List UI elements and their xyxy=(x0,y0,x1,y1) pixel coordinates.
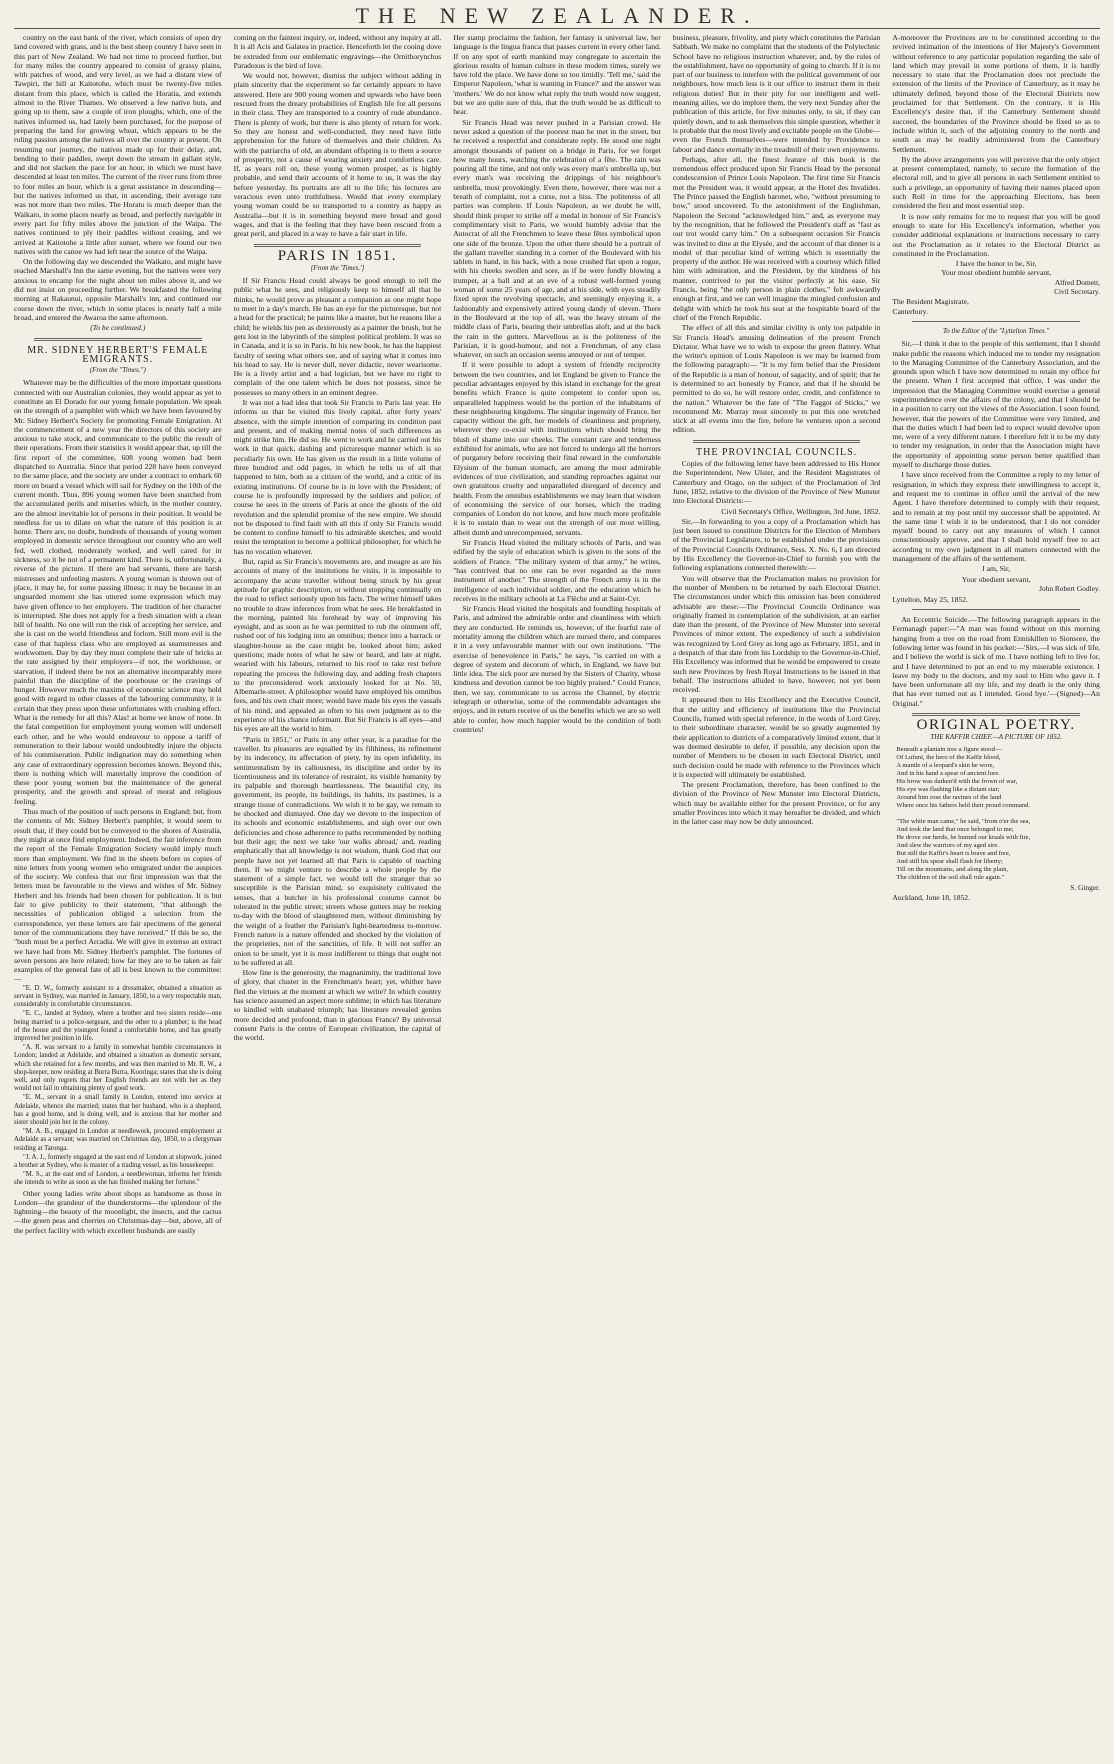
poem-line: He drove our herds, he burned our kraals with fire, xyxy=(896,833,1031,841)
article-paragraph: But, rapid as Sir Francis's movements are, and meagre as are his accounts of many of the institutions he visits, it is impossible to accompany the acute traveller without being struck by his great aptitude for graphic description, or without stopping continually on the road to reflect seriously upon his facts. The writer himself takes no trouble to draw inferences from what he sees. He breakfasted in the morning, painted his forehead by way of improving his eyesight, and as soon as he was permitted to rub the ointment off, rushed out of his lodging into an omnibus; thence into a barrack or slaughter-house as the case might be, looked about him; asked questions; made notes of what he saw or heard, and late at night, wearied with his labours, returned to his roof to take rest before repeating the process the following day, and adding fresh chapters to the preconsidered work anxiously looked for at No. 50, Albemarle-street. A philosopher would have employed his omnibus fees, and his own chair more; would have made his eyes the vassals of his mind, and appealed as often to his own judgment as to the experience of his chance informant. But Sir Francis is all eyes—and his eyes are all the world to him. xyxy=(233,557,442,734)
case-item: "E. C., landed at Sydney, where a brother and two sisters reside—one being married to a police-sergeant, and the other to a plumber; is the head of the house and the youngest found a comfortable home, and has greatly improved her position in life. xyxy=(14,1010,222,1042)
case-item: "M. A. B., engaged in London at needlework, procured employment at Adelaide as a servant; was married on Christmas day, 1850, to a clergyman residing at Taronga. xyxy=(14,1128,222,1152)
poem-line: But still the Kaffir's heart is brave and free, xyxy=(896,849,1011,857)
letter-closing: Your obedient servant, xyxy=(961,574,1031,584)
case-item: "E. D. W., formerly assistant to a dressmaker, obtained a situation as servant in Sydney, was married in January, 1850, to a very respectable man, considerably in comfortable circumstances. xyxy=(14,984,222,1009)
divider xyxy=(254,244,422,247)
article-paragraph: On the following day we descended the Waikato, and might have reached Marshall's Inn the same evening, but the natives were very anxious to encamp for the night about ten miles above it, and we did not insist on proceeding further. We breakfasted the following morning at Rakaunui, opposite Marshall's inn, and continued our course down the river, which in some places is nearly half a mile broad, and entered the Awaroa the same afternoon. xyxy=(14,257,222,322)
poem-line: A mantle of a leopard's skin he wore, xyxy=(896,761,995,769)
article-paragraph: If Sir Francis Head could always be good enough to tell the public what he sees, and religiously keep to himself all that he thinks, he would prove as pleasant a companion as one might hope to meet in a day's march. He has an eye for the picturesque, but not a head for the practical; he paints like a master, but he reasons like a child; he wields his pen as dexterously as a painter the brush, but he gets lost in the labyrinth of the simplest political problem. It was so in Canada, and it is so in Paris. In his new book, he has the happiest faculty of seeing what others see, and of saying what it comes into his head to say. He is never dull, never didactic, never wearisome. He is a lively artist and a bad logician, but we have no right to complain of the one talent which he does not possess, since he possesses so many others in an eminent degree. xyxy=(233,276,442,397)
article-heading: THE PROVINCIAL COUNCILS. xyxy=(696,446,858,458)
poem-line: His brow was darken'd with the frown of war, xyxy=(896,777,1018,785)
article-paragraph: Sir Francis Head visited the military schools of Paris, and was edified by the style of education which is given to the sons of the soldiers of France. "The military system of that army," he writes, "has contrived that no one can be ever regarded as the mere instrument of another." The strength of the French army is in the intelligence of each individual soldier, and the education which he receives in the military schools at La Flèche and at Saint-Cyr. xyxy=(453,538,661,603)
letter-paragraph: The present Proclamation, therefore, has been confined to the division of the Province of New Munster into Electoral Districts, which may be available either for the present Province, or for any smaller Provinces into which it may hereafter be divided, and which in the latter case may now be duly announced. xyxy=(672,780,881,827)
poem-line: Where once his fathers held their proud command. xyxy=(896,801,1031,809)
case-item: "J. A. J., formerly engaged at the east end of London at slopwork, joined a brother at Sydney, who is master of a trading vessel, as his housekeeper. xyxy=(14,1153,222,1169)
divider xyxy=(693,440,861,443)
divider xyxy=(912,609,1080,610)
letter-closing: I have the honor to be, Sir, Your most obedient humble servant, xyxy=(941,259,1052,278)
column-4 xyxy=(673,33,881,1761)
column-5 xyxy=(892,33,1100,1761)
poem-line xyxy=(896,810,1096,818)
letter-signature: Alfred Domett, Civil Secretary. xyxy=(1054,277,1100,296)
letter-paragraph: It appeared then to His Excellency and the Executive Council, that the utility and efficiency of institutions like the Provincial Councils, framed with special reference, in the words of Lord Grey, to their subordinate character, would be so greatly augmented by their application to districts of a comparatively limited extent, that it was deemed desirable to defer, if possible, any decision upon the number of Members to be chosen in each Electoral District, until such decision could be made with reference to the Provinces which it is expected will ultimately be established. xyxy=(672,695,881,779)
article-paragraph: We would not, however, dismiss the subject without adding in plain sincerity that the experiment so far certainly appears to have answered. Here are 900 young women and upwards who have been rescued from the dreary probabilities of English life for all persons in their class. They are transported to a country of rude abundance. There is plenty of work, but there is also plenty of return for work. So they are honest and well-conducted, they need have little apprehension for the future of themselves and their children. As with the patriarchs of old, an abundant offspring is to them a source of prosperity, not a cause of wearing anxiety and comfortless care. If, as years roll on, these young women prosper, as is highly probable, and send their accounts of it home to us, it was the day before yesterday. Its portraits are all to the life; his lectures are veracious even unto truthfulness. Would that every exemplary young woman could be so transported to a country as happy as Australia—but it is in something beyond mere bread and good wages, and that is the feeling that they have been rescued from a great peril, and placed in a way to have a fair start in life. xyxy=(233,71,442,239)
article-paragraph: Copies of the following letter have been addressed to His Honor the Superintendent, New Ulster, and the Resident Magistrates of Canterbury and Otago, on the subject of the Proclamation of 3rd June, 1852, relative to the division of the Province of New Munster into Electoral Districts:— xyxy=(672,459,881,506)
article-paragraph: country on the east bank of the river, which consists of open dry land covered with grass, and is the best sheep country I have seen in this part of New Zealand. We had not time to proceed further, but for many miles the country appeared to consist of grassy plains, with patches of wood, and very level, as we had a distant view of Tawpiri, the hill at Kaitotohe, which must be twenty-five miles distant from this place, which is called the Horatia, and extends almost to the River Thames. We observed a few native huts, and going up to them, saw a couple of iron ploughs, which, one of the natives informed us, had lately been purchased, for the purpose of preparing the land for growing wheat, which appears to be the ruling passion among the natives all over the country at present. On resuming our journey, the natives made up for their delay, and, bending to their paddles, swept down the stream in gallant style, and did not slacken the pace for an hour, in which we must have descended at least ten miles. The current of the river runs from three to four miles an hour, which is a great assistance in descending—but the natives informed us that, in ascending, their average rate was not more than two miles. The Horatu is much deeper than the Waikato, in some places nearly as broad, and perfectly navigable in every part for fifty miles above the junction of the Waipa. The natives continued to ply their paddles without ceasing, and we arrived at Kaitotohe a little after sunset, where we found our two natives with the canoe we had left near the source of the Waipa. xyxy=(14,33,222,256)
case-item: "M. S., at the east end of London, a needlewoman, informs her friends she intends to write as soon as she has finished making her fortune." xyxy=(14,1171,222,1187)
news-extract: An Eccentric Suicide.—The following paragraph appears in the Fermanagh paper:—"A man was found without on this morning hanging from a tree on the road from Enniskillen to Sionsore, the following letter was found in his pocket:—'Sirs,—I was sick of life, and I believe the world is sick of me. I have nothing left to live for, and I have determined to put an end to my miserable existence. I leave my body to the doctors, and my soul to Him who gave it. I have been unfortunate all my life, and my death is the only thing that has ever turned out as I intended. Good bye.'—(Signed)—An Original." xyxy=(892,615,1100,708)
letter-paragraph: It is now only remains for me to request that you will be good enough to state for His Excellency's information, whether you consider additional explanations or instructions necessary to carry out the Proclamation as it relates to the Electoral District as constituted in the Proclamation. xyxy=(892,211,1100,258)
article-heading: MR. SIDNEY HERBERT'S FEMALE EMIGRANTS. xyxy=(27,344,209,365)
article-paragraph: Sir Francis Head was never pushed in a Parisian crowd. He never asked a question of the poorest man he met in the street, but he received a respectful and considerate reply. He stood one night amongst thousands of patient on a bridge in Paris, for we forget how many hours, watching the celebration of a fête. The rain was pouring all the time, and not only was every man's umbrella up, but every man's was receiving the drippings of his neighbour's umbrella, most provokingly. Even there, however, there was not a breath of complaint, not a curse, not a hiss. The politeness of all parties was complete. If Louis Napoleon, as we doubt he will, should think proper to strike off a medal in honour of Sir Francis's complimentary visit to Paris, we would humbly advise that the Autocrat of all the Frenchmen to leave these fêtes symbolical upon one side of the bronze. Upon the other there should be a portrait of the gallant traveller standing in a corner of the Boulevard with his tablets in hand, in his back, with a nose crushed flat upon a rogue, with his cheeks swollen and sore, as if he were fondly blowing a trumpet, at a ball and at an eve of a robust well-formed young woman of some 25 years of age, and at his side, with eyes steadily fixed upon the revolving spectacle, and seemingly enjoying it, a fashionably and expensively attired young dandy of eleven. There in the Boulevard at the top of all, was the heavy stream of the middle class of Paris, bearing their umbrellas aloft, and at the back the rain in the gutters. Marvellous as is the politeness of the Parisian, it is good-humour, and not a Frenchman, of any class whatever, on such an occasion seems annoyed or out of temper. xyxy=(453,117,661,360)
letter-paragraph: Sir,—I think it due to the people of this settlement, that I should make public the reasons which induced me to tender my resignation to the Managing Committee of the Canterbury Association, and the grounds upon which I have now determined to retain my office for the present. When I first accepted that office, I was under the impression that the Managing Committee would exercise a general superintendence over the affairs of the colony, and that I should be in a position to carry out the views of the Association. I soon found, however, that the powers of the Committee were very limited, and that the duties which I had been led to expect would devolve upon me, were of a very different nature. I therefore felt it to be my duty to tender my resignation, in order that the Association might have the opportunity of appointing some person better qualified than myself to discharge those duties. xyxy=(892,339,1100,470)
poem-line: And slew the warriors of my aged sire. xyxy=(896,841,999,849)
article-paragraph: How fine is the generosity, the magnanimity, the traditional love of glory, that cluster in the Frenchman's heart; yet, whither have fled the virtues at the moment at which we write? In which country has science assumed an aspect more sublime; in which has literature so kindled with unabated triumph; has literature revealed genius more decided and profound, than in glorious France? By universal consent Paris is the centre of European civilization, the capital of the world. xyxy=(233,968,442,1043)
article-paragraph: The effect of all this and similar civility is only too palpable in Sir Francis Head's amusing delineation of the present French Dictator. What have we to wish to expose the green flattery. What the writer's opinion of Louis Napoleon is we may be learned from the following paragraph:— "It is my firm belief that the President of the Republic is a man of honour, of sagacity, and of spirit; that he is determined to act honestly by France, and that if he should be permitted to do so, he will restore order, credit, and confidence to the nation." Whatever be the fate of "The Faggot of Sticks," we recommend Mr. Murray most sincerely to put this one wretched stick at all events into the fire, before he ventures upon a second edition. xyxy=(672,323,881,435)
letter-paragraph: You will observe that the Proclamation makes no provision for the number of Members to be returned by each Electoral District. The circumstances under which this omission has been considered advisable are these:—The Provincial Councils Ordinance was originally framed in contemplation of the subdivision, at an earlier date than the present, of the Province of New Munster into several Provinces of minor extent. The expediency of such a subdivision was recognized by Lord Grey as long ago as February, 1851, and in a despatch of that date from his Lordship to the Governor-in-Chief, His Excellency was informed that he would be empowered to create such new Provinces by fresh Royal Instructions to be issued in that behalf. The instructions alluded to have, however, not yet been received. xyxy=(672,573,881,695)
article-paragraph: Whatever may be the difficulties of the more important questions connected with our Australian colonies, they would appear as yet to constitute an El Dorado for our young female population. We speak on the strength of a pamphlet with which we have been favoured by Mr. Sidney Herbert's Society for promoting Female Emigration. At the commencement of a new year the directors of this society are anxious to take stock, and communicate to the public the result of their operations. From their statistics it would appear that, up till the first report of the committee, 608 young women had been dispatched to Australia. Since that period 228 have been conveyed to the same place, and the society are under a contract to embark 60 more on board a vessel which will sail for Sydney on the 10th of the current month. Thus, 896 young women have been snatched from the accumulated perils and miseries which, in the mother country, are the almost inevitable lot of persons in their position. It would be needless for us to dilate on what the nature of this position is at home. There are, no doubt, hundreds of thousands of young women employed in domestic service throughout our country who are well fed, well clothed, moderately worked, and well cared for in sickness, so it be not of a permanent kind. There is, unfortunately, a reverse of the picture. If there are bad servants, there are harsh mistresses and unfeeling masters. A young woman is thrown out of place, it may be, for some passing illness; it may be because in an unguarded moment she has uttered some expression which may have given offence to her employers. The tradition of her character is interrupted. She does not apply for a fresh situation with a clean bill of health. No one will run the risk of accepting her service, and she is cast on the world friendless and forlorn. Still more evil is the case of that hapless class who are employed as seamstresses and workwomen. Day by day they must complete their tale of bricks at the rate assigned by their employers—if not, the workhouse, or starvation, if indeed there be not an alternative incomparably more painful than the discipline of the poorhouse or the cravings of hunger. However much the maxims of economic science may hold good with regard to other classes of the labouring community, it is certain that they press upon these unfortunates with crushing effect. What is the remedy for all this? Alas! at home we know of none. In the fatal competition for employment young women will undersell each other, and he who would endeavour to oppose a tariff of remuneration to their labour would undoubtedly injure the objects of his commiseration. Public indignation may do something when any case of extraordinary oppression becomes known. Beyond this, there is nothing which will materially improve the condition of these poor young women but the maintenance of the general prosperity, and the growth and spread of moral and religious feeling. xyxy=(14,378,222,806)
divider xyxy=(912,713,1080,716)
letter-signature: John Robert Godley. xyxy=(1039,583,1100,593)
article-paragraph: business, pleasure, frivolity, and piety which constitutes the Parisian Sabbath. We make no complaint that the students of the Polytechnic School have no religious instruction whatever, and, by the rules of the establishment, have no opportunity of going to church. If it is no part of our business to interfere with the political government of our neighbours, how much less is it our office to instruct them in their religious duties! But in their pity for our intelligent and well-meaning ailies, we do implore them, the very next Sunday after the publication of this article, for five minutes only, to sit, if they can quietly down, and to ask themselves this simple question, whether it is probable that the most lively and excitable people on the Globe—even the French themselves—were intended by Providence to labour and dance eternally in the treadmill of their own enjoyments. xyxy=(672,33,881,154)
poem-line: Beneath a plantain tree a figure stood— xyxy=(896,745,1002,753)
columns xyxy=(14,33,1100,1761)
case-list xyxy=(14,985,222,1188)
poem-line: And in his hand a spear of ancient lore. xyxy=(896,769,1000,777)
article-paragraph: "Paris in 1851," or Paris in any other year, is a paradise for the traveller. Its pleasures are equalled by its filthiness, its refinement by its indecency, its affectation of piety, by its open infidelity, its sentimentalism by its callousness, its discipline and order by its licentiousness and its tolerance of restraint, its visible humanity by its palpable and thorough heartlessness. The beautiful city, its government, its people, its buildings, its habits, its pastimes, is a strange tissue of contradictions. We wish it to be gay, we remain to be shocked and dismayed. One day we devote to the inspection of its schools and economic establishments, and sigh over our own deficiencies and chose adherence to paths recommended by nothing but their age; the next we take 'our walks abroad,' and, reading emphatically that all knowledge is not wisdom, thank God that our people have not yet learned all that Paris is capable of teaching them. If we might venture to describe a whole people by the statement of a simple fact, we would tell the stranger that so susceptible is the Parisian mind, so exquisitely cultivated the senses, that a butcher in his professional costume cannot be tolerated in the public street; streets whose gutters may be reeking to-day with the blood of slaughtered men, without diminishing by the weight of a feather the Parisian's light-heartedness to-morrow. French nature is a nature offended and shocked by the violation of the proprieties, not of the sanctities, of life. It will not suffer an onion to be smelt, yet it is most indifferent to things that ought not to be suffered at all. xyxy=(233,734,442,967)
letter-heading: To the Editor of the "Lyttelton Times." xyxy=(943,326,1050,335)
to-be-continued: (To be continued.) xyxy=(90,323,146,333)
article-paragraph: If it were possible to adopt a system of friendly reciprocity between the two countries, and let England be given to France the peculiar advantages enjoyed by this island in exchange for the great benefits which France is quite competent to confer upon us, unparalleled happiness would be the portion of the inhabitants of these neighbouring kingdoms. The singular ingenuity of France, her capacity without the gift, her models of cleanliness and propriety, wherever they co-exist with institutions which should bring the blush of shame into our cheeks. The constant care and tenderness exhibited for animals, who are not forced to undergo all the horrors of purgatory before receiving their final reward in the comfortable Elysium of the human stomach, are among the most admirable evidences of true civilization, and standing reproaches against our own gratuitous cruelty and unparalleled disregard of decency and health. From the omnibus establishments we may learn that wisdom of economising the service of our horses, which the trading companies of London do not know, and how much more profitable it is to sustain than to wear out the strength of our most willing, albeit dumb and unrecompensed, servants. xyxy=(453,360,661,537)
poem xyxy=(896,746,1096,882)
divider xyxy=(912,321,1080,322)
article-source: (From the "Times.") xyxy=(89,366,146,375)
article-paragraph: Sir Francis Head visited the hospitals and foundling hospitals of Paris, and admired the admirable order and cleanliness with which they are conducted. He reminds us, however, of the fearful rate of mortality among the children which are nursed there, and compares it in a very unfavourable manner with our own institutions. "The exercise of benevolence in Paris," he says, "is carried on with a degree of system and decorum of which, in England, we have but little idea. The sick poor are nursed by the Sisters of Charity, whose kindness and devotion cannot be too highly praised." Could France, then, we say, communicate to us across the Channel, by electric telegraph or otherwise, some of the commendable advantages she enjoys, and in return receive of us the benefits which we are so well able to confer, how much happier would be the condition of both countries! xyxy=(453,604,661,734)
letter-paragraph: Sir,—In forwarding to you a copy of a Proclamation which has just been issued to constitute Districts for the Election of Members of the Provincial Legislature, to be established under the provisions of the Provincial Councils Ordinance, Sess. X. No. 6, I am directed by His Excellency the Governor-in-Chief to furnish you with the following explanations connected therewith:— xyxy=(672,516,881,573)
masthead: THE NEW ZEALANDER. xyxy=(14,4,1100,29)
divider xyxy=(34,338,202,341)
section-heading: ORIGINAL POETRY. xyxy=(916,716,1076,733)
column-3 xyxy=(453,33,661,1761)
article-paragraph: Thus much of the position of such persons in England; but, from the contents of Mr. Sidney Herbert's pamphlet, it would seem to result that, if they could but be conveyed to the shores of Australia, they might at once find employment. Indeed, the fair inference from the report of the Female Emigration Society would imply much more than employment. We find in the sheets before us copies of nine letters from young women who emigrated under the auspices of the society. We confess that our first impression was that the letters must be favourable to the views and wishes of Mr. Sidney Herbert and his friends had been chosen for publication. It is but fair to give publicity to their statement, "that although the necessities of publication obliged a selection from the correspondence, yet these letters are fair specimens of the general tenor of the communications they have received." If this be so, the "bush must be a perfect Arcadia. We will give in extenso an extract we have had from Mr. Sidney Herbert's pamphlet. The fortunes of seven persons are here related; how far they are to be taken as fair examples of the general fate of all is best known to the committee:— xyxy=(14,807,222,984)
article-paragraph: Perhaps, after all, the finest feature of this book is the tremendous effect produced upon Sir Francis Head by the personal condescension of Prince Louis Napoleon. The first time Sir Francis met the President was, it would appear, at the Hotel des Invalides. The Prince passed the English baronet, who, "without presuming to bow," stood uncovered. To the astonishment of the Englishman, Napoleon the Second "acknowledged him," and, as everyone may by the recognition, that he followed the President's staff as "fast as our trot would carry him." On a subsequent occasion Sir Francis was invited to dine at the Elysée, and the account of that dinner is a model of that peculiar kind of writing which is essentially the property of the author. He was received with a courtesy which filled him with admiration, and the President, by the kindness of his manner, contrived to put the visitor perfectly at his ease. Sir Francis, being "the only person in plain clothes," felt awkwardly enough at first, and we can well imagine the mingled confusion and delight with which he took his seat at the hospitable board of the chief of the French Republic. xyxy=(672,154,881,322)
letter-paragraph: By the above arrangements you will perceive that the only object at present contemplated, namely, to secure the formation of the electoral roll, and to give all persons in each Settlement entitled to such a privilege, an opportunity of having their names placed upon such Roll in time for the approaching Elections, has been considered the first and most essential step. xyxy=(892,154,1100,211)
poem-line: "The white man came," he said, "from o'er the sea, xyxy=(896,817,1031,825)
poem-line: And took the land that once belonged to me; xyxy=(896,825,1014,833)
poem-line: And still his spear shall flash for liberty; xyxy=(896,857,1003,865)
article-paragraph: Other young ladies write about shops as handsome as those in London—the grandeur of the thunderstorms—the splendour of the lightning—the beauty of the moonlight, the insects, and the cactus—the green peas and cherries on Christmas-day—but, above, all of the perfect facility with which excellent husbands are easily xyxy=(14,1188,222,1235)
column-1 xyxy=(14,33,222,1761)
article-source: [From the 'Times.'] xyxy=(310,263,365,272)
article-heading: PARIS IN 1851. xyxy=(277,247,397,264)
poem-line: His eye was flashing like a distant star; xyxy=(896,785,1000,793)
poem-line: Till on the mountains, and along the plain, xyxy=(896,865,1009,873)
poem-title: THE KAFFIR CHIEF.—A PICTURE OF 1852. xyxy=(930,733,1063,742)
article-paragraph: It was not a bad idea that took Sir Francis to Paris last year. He informs us that he visited this lively capital, after forty years' absence, with the simple intention of comparing its condition past and present, and of making mental notes of such differences as might strike him. He did so. He went to work and he carried out his work in that quick, dashing and picturesque manner which is so peculiarly his own. He has given us the result in a little volume of three hundred and odd pages, in which he tells us of all that happened to him, both as a citizen of the world, and a critic of its existing institutions. Of course he is in love with the President; of course he is profoundly impressed by the soldiers and police; of course he sees in the streets of Paris at once the ghosts of the old revolution and the splendid promise of the new empire. We should not be disposed to find fault with all this if only Sir Francis would be content to confine himself to his admirable sketches, and would resist the temptation to become a political philosopher, for which he has no vocation whatever. xyxy=(233,397,442,556)
letter-place-date: Lyttelton, May 25, 1852. xyxy=(892,594,968,604)
poem-signature: S. Ginger. xyxy=(1070,882,1100,892)
article-paragraph: coming on the faintest inquiry, or, indeed, without any inquiry at all. It is all Acis and Galatea in practice. Henceforth let the cooing dove be extruded from our emblematic engravings—the Ornithorynchus Paradoxus is the bird of love. xyxy=(233,33,442,70)
letter-closing: I am, Sir, xyxy=(982,564,1011,574)
column-2 xyxy=(234,33,442,1761)
letter-dateline: Civil Secretary's Office, Wellington, 3rd June, 1852. xyxy=(721,506,881,516)
poem-line: The children of the soil shall rule again." xyxy=(896,873,1005,881)
letter-paragraph: A-moreover the Provinces are to be constituted according to the revived intimation of the intentions of Her Majesty's Government without reference to any particular population regarding the sale of land which may prevail in some portions of them, it is hardly necessary to state that the Proclamation does not preclude the extension of the limits of the Province of Canterbury, as it may be ultimately defined, beyond those of the Electoral Districts now proclaimed for that Settlement. On the contrary, it is His Excellency's desire that, if the Canterbury Settlement should succeed, the boundaries of the Province should be fixed so as to include within it, such of the adjoining country to the north and south as may be readily administered from the Canterbury Settlement. xyxy=(892,33,1100,154)
case-item: "A. R. was servant to a family in somewhat humble circumstances in London; landed at Adelaide, and obtained a situation as domestic servant, which she retained for a few months, and was then married to Mr. R. W., a shop-keeper, now residing at Burra Burra, Kooringa; states that she is doing well, and only regrets that her English friends are not with her as they would not fail in obtaining plenty of good work. xyxy=(14,1044,222,1093)
poem-place-date: Auckland, June 18, 1852. xyxy=(892,893,970,903)
case-item: "E. M., servant in a small family in London, entered into service at Adelaide, whence she married; states that her husband, who is a shepherd, has a good home, and is doing well, and is anxious that her mother and sister should join her in the colony. xyxy=(14,1094,222,1126)
poem-line: Around him rose the ravines of the land xyxy=(896,793,1002,801)
article-paragraph: Her stamp proclaims the fashion, her fantasy is universal law, her language is the lingua franca that passes current in every other land. If on any spot of earth mankind may congregate to ascertain the glorious results of human culture in these modern times, surely we have told the place. We have done so too timidly. 'Tell me,' said the Emperor Napoleon, 'what is wanting in France?' and the answer was 'mothers.' We do not know what reply the truth would now suggest, but we are quite sure of this, that the truth would be as difficult to hear. xyxy=(453,33,661,117)
poem-line: Of Lufuni, the hero of the Kaffir blood, xyxy=(896,753,1001,761)
letter-addressee: The Resident Magistrate, Canterbury. xyxy=(892,297,969,316)
letter-paragraph: I have since received from the Committee a reply to my letter of resignation, in which they express their unwillingness to accept it, and request me to continue in office until the arrival of the new Agent. I have therefore determined to comply with their request, and to remain at my post until my successor shall be appointed. At the same time I wish it to be understood, that I do not consider myself bound to carry out any measures of which I cannot conscientiously approve, and that I shall hold myself free to act according to my own judgment in all matters connected with the management of the affairs of the settlement. xyxy=(892,470,1100,564)
